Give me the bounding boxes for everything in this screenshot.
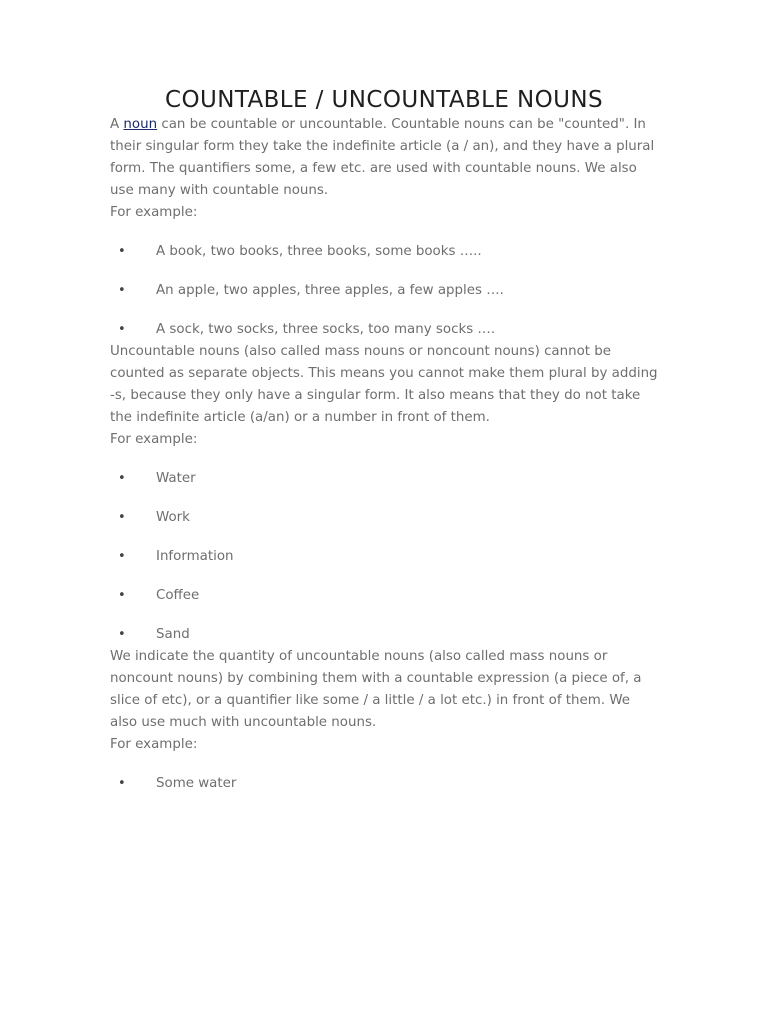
example-label-3: For example: — [110, 737, 198, 752]
list-item — [110, 280, 658, 302]
list-item-text: A sock, two socks, three socks, too many socks …. — [156, 322, 496, 337]
example-label-2: For example: — [110, 432, 198, 447]
countable-examples-list — [110, 241, 658, 341]
list-item — [110, 507, 658, 529]
list-item — [110, 773, 658, 795]
quantity-examples-list — [110, 773, 658, 795]
list-item — [110, 546, 658, 568]
uncountable-paragraph: Uncountable nouns (also called mass nouns or noncount nouns) cannot be counted as separate objects. This means you cannot make them plural by adding -s, because they only have a singular form. It also means that they do not take the indefinite article (a/an) or a number in front of them. — [110, 344, 658, 425]
list-item-text: Water — [156, 471, 196, 486]
quantity-paragraph: We indicate the quantity of uncountable nouns (also called mass nouns or noncount nouns) by combining them with a countable expression (a piece of, a slice of etc), or a quantifier like some / a little / a lot etc.) in front of them. We also use much with uncountable nouns. — [110, 649, 642, 730]
document-page — [110, 0, 658, 795]
bullet-icon: • — [118, 588, 126, 603]
bullet-icon: • — [118, 244, 126, 259]
bullet-icon: • — [118, 776, 126, 791]
list-item — [110, 585, 658, 607]
intro-text: can be countable or uncountable. Countable nouns can be "counted". In their singular form they take the indefinite article (a / an), and they have a plural form. The quantifiers some, a few etc. are used with countable nouns. We also use many with countable nouns. — [110, 117, 655, 198]
list-item — [110, 319, 658, 341]
noun-link[interactable]: noun — [123, 117, 158, 132]
bullet-icon: • — [118, 283, 126, 298]
bullet-icon: • — [118, 549, 126, 564]
list-item-text: Work — [156, 510, 190, 525]
uncountable-examples-list — [110, 468, 658, 646]
list-item — [110, 624, 658, 646]
bullet-icon: • — [118, 627, 126, 642]
example-label-1: For example: — [110, 205, 198, 220]
list-item-text: Information — [156, 549, 234, 564]
list-item-text: Sand — [156, 627, 190, 642]
list-item — [110, 468, 658, 490]
intro-paragraph — [110, 114, 658, 202]
list-item-text: Coffee — [156, 588, 200, 603]
bullet-icon: • — [118, 510, 126, 525]
list-item — [110, 241, 658, 263]
intro-prefix: A — [110, 117, 124, 132]
page-title: COUNTABLE / UNCOUNTABLE NOUNS — [165, 87, 603, 113]
bullet-icon: • — [118, 322, 126, 337]
list-item-text: An apple, two apples, three apples, a few apples …. — [156, 283, 504, 298]
list-item-text: Some water — [156, 776, 237, 791]
list-item-text: A book, two books, three books, some books ….. — [156, 244, 482, 259]
bullet-icon: • — [118, 471, 126, 486]
